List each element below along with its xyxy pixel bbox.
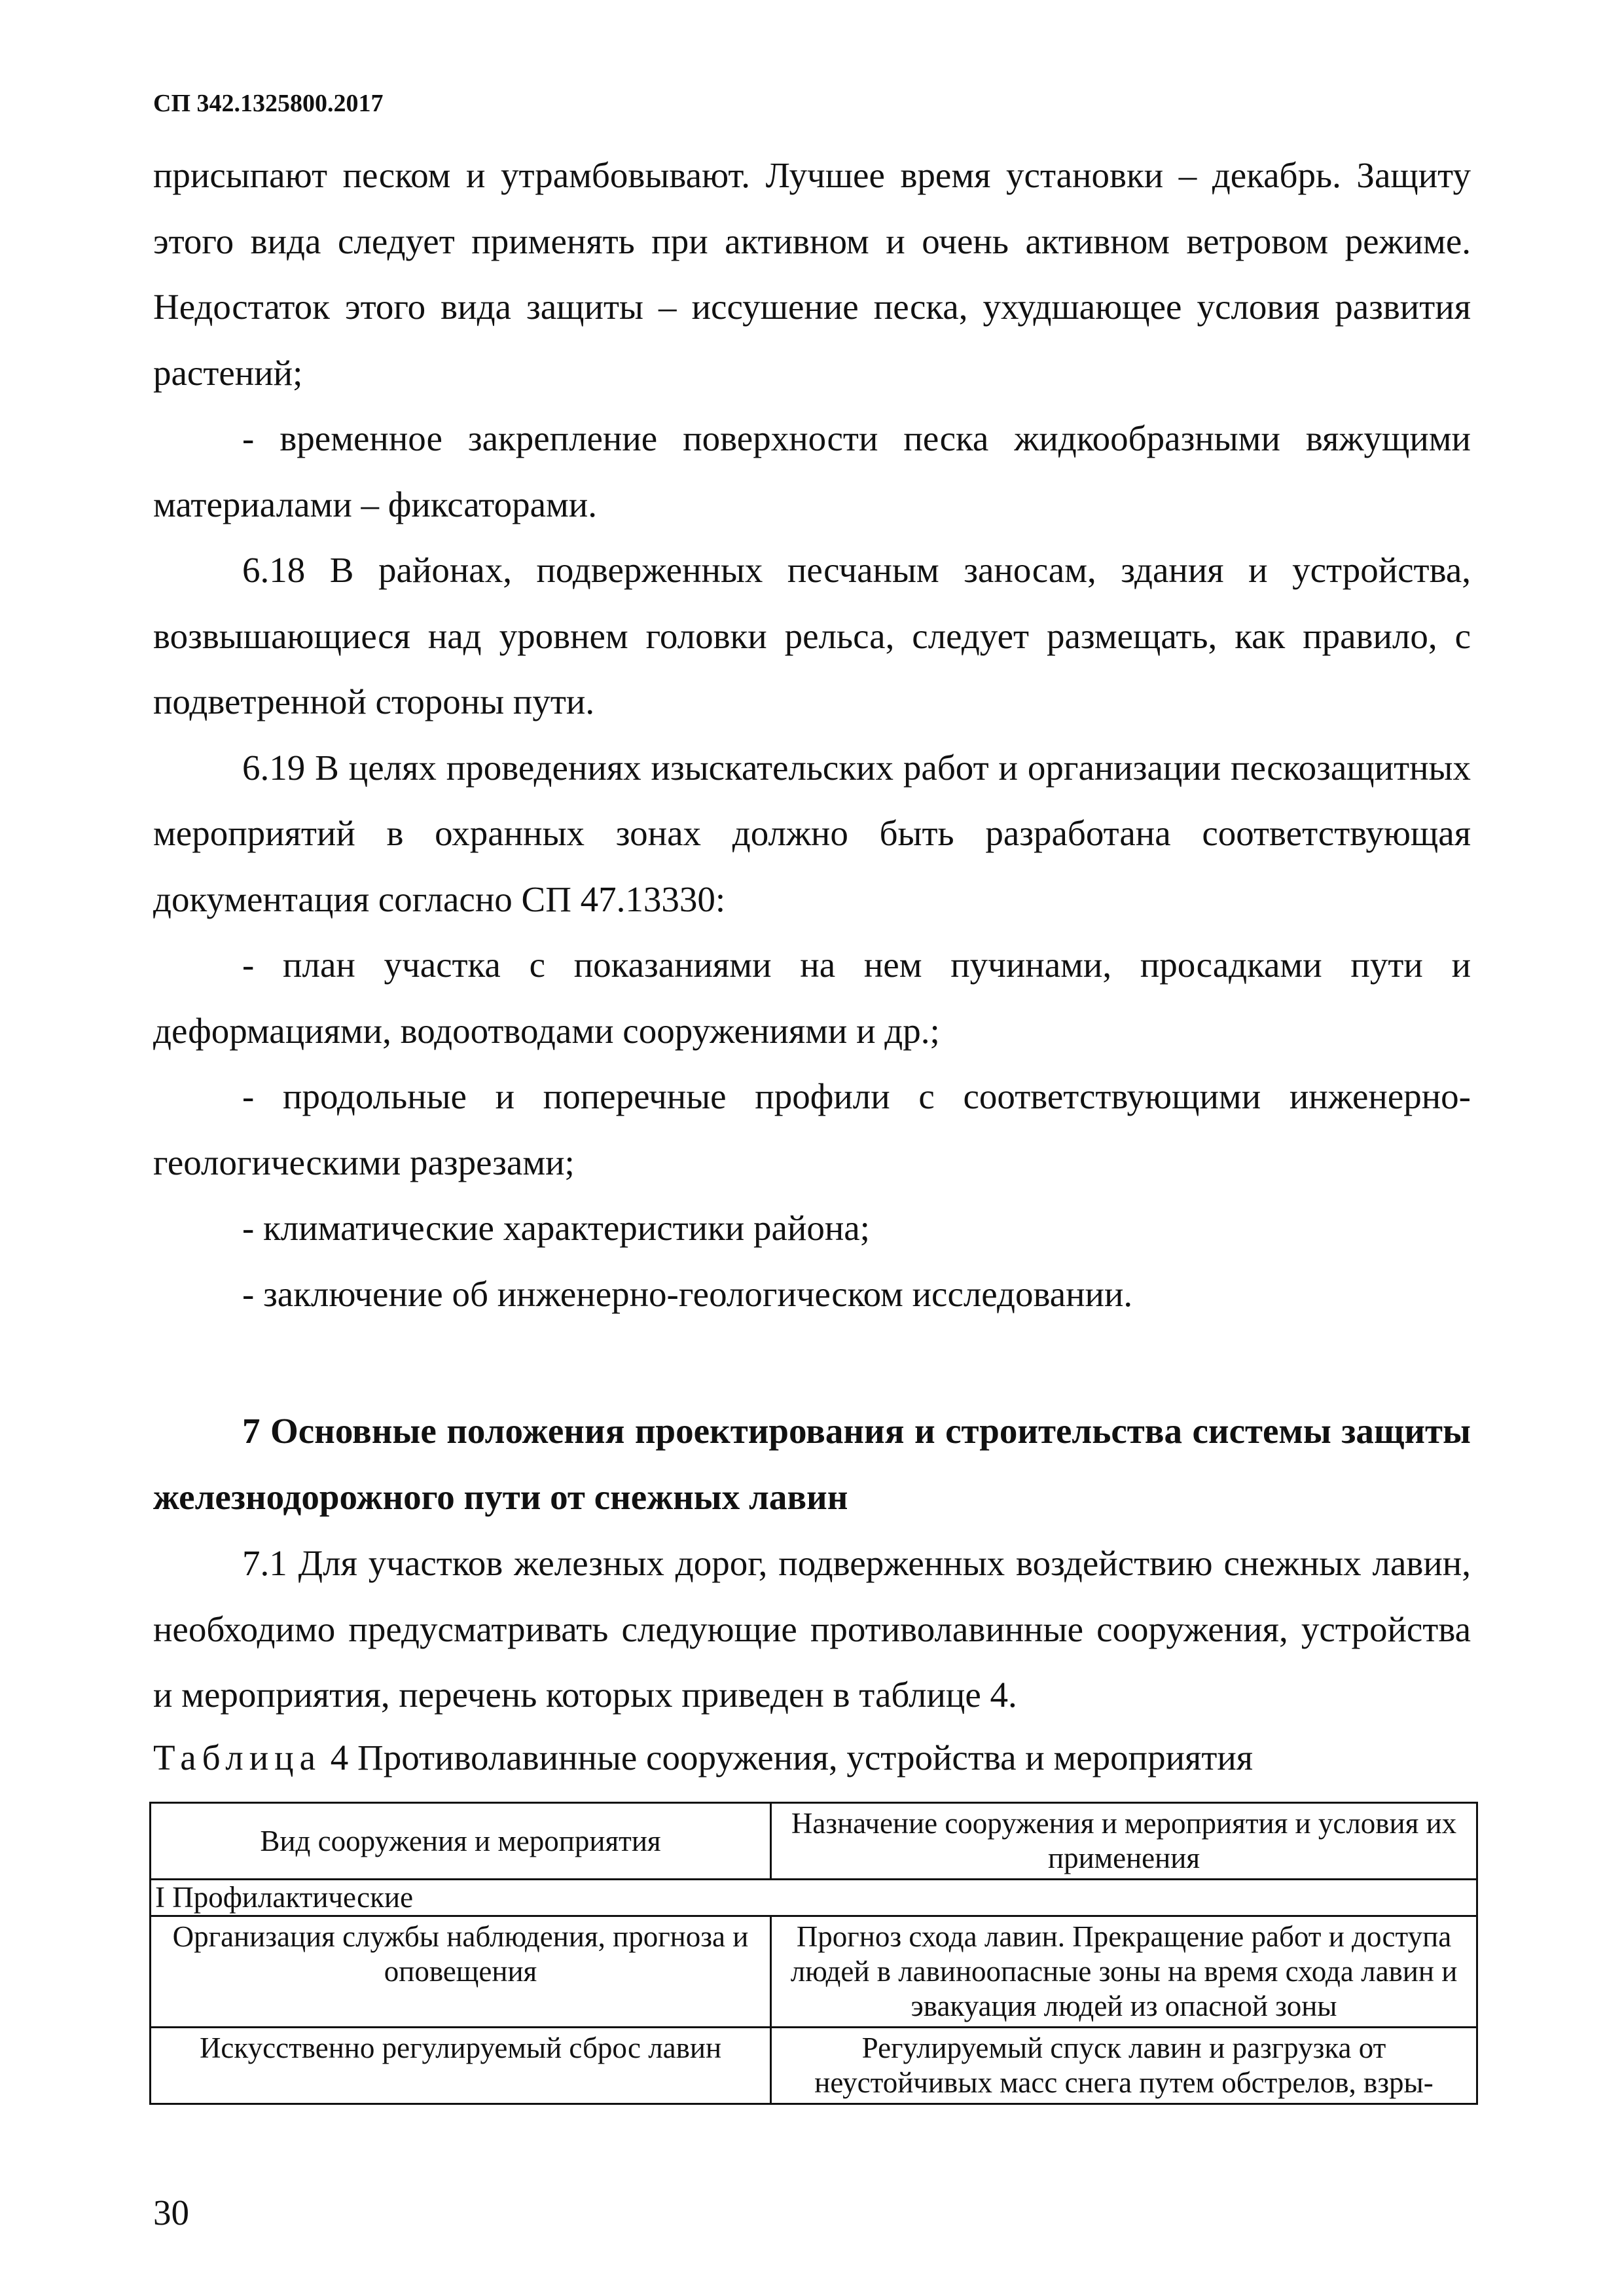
table-header-purpose: Назначение сооружения и мероприятия и условия их применения	[771, 1803, 1477, 1880]
list-item-climate: - климатические характеристики района;	[242, 1208, 870, 1248]
table-row	[151, 1916, 1477, 2028]
table-cell-type: Искусственно регулируемый сброс лавин	[151, 2028, 771, 2104]
table-caption-text: 4 Противолавинные сооружения, устройства и мероприятия	[321, 1738, 1254, 1777]
table-caption-label: Таблица	[153, 1738, 321, 1777]
table-section-label: I Профилактические	[151, 1880, 1477, 1916]
list-item-conclusion: - заключение об инженерно-геологическом исследовании.	[242, 1273, 1133, 1314]
table-section-row	[151, 1880, 1477, 1916]
section-7-heading: 7 Основные положения проектирования и строительства системы защиты железнодорожного пути от снежных лавин	[153, 1411, 1471, 1517]
clause-6-19: 6.19 В целях проведениях изыскательских работ и организации пескозащитных мероприятий в охранных зонах должно быть разработана соответствующая документация согласно СП 47.13330:	[153, 747, 1471, 919]
clause-7-1: 7.1 Для участков железных дорог, подверженных воздействию снежных лавин, необходимо предусматривать следующие противолавинные сооружения, устройства и мероприятия, перечень которых приведен в таблице 4.	[153, 1543, 1471, 1715]
list-item-site-plan: - план участка с показаниями на нем пучинами, просадками пути и деформациями, водоотводами сооружениями и др.;	[153, 945, 1471, 1051]
paragraph-continued: присыпают песком и утрамбовывают. Лучшее время установки – декабрь. Защиту этого вида следует применять при активном и очень активном ветровом режиме. Недостаток этого вида защиты – иссушение песка, ухудшающее условия развития растений;	[153, 155, 1471, 393]
clause-6-18: 6.18 В районах, подверженных песчаным заносам, здания и устройства, возвышающиеся над уровнем головки рельса, следует размещать, как правило, с подветренной стороны пути.	[153, 550, 1471, 721]
list-item-profiles: - продольные и поперечные профили с соответствующими инженерно-геологическими разрезами;	[153, 1076, 1471, 1182]
table-header-row	[151, 1803, 1477, 1880]
table-cell-purpose: Прогноз схода лавин. Прекращение работ и доступа людей в лавиноопасные зоны на время схода лавин и эвакуация людей из опасной зоны	[771, 1916, 1477, 2028]
avalanche-measures-table	[149, 1802, 1478, 2105]
table-header-type: Вид сооружения и мероприятия	[151, 1803, 771, 1880]
table-cell-purpose: Регулируемый спуск лавин и разгрузка от неустойчивых масс снега путем обстрелов, взры-	[771, 2028, 1477, 2104]
table-caption	[153, 1735, 1471, 1781]
list-item-fixators: - временное закрепление поверхности песка жидкообразными вяжущими материалами – фиксаторами.	[153, 418, 1471, 524]
table-cell-type: Организация службы наблюдения, прогноза и оповещения	[151, 1916, 771, 2028]
page-number: 30	[153, 2193, 189, 2232]
table-row	[151, 2028, 1477, 2104]
document-code: СП 342.1325800.2017	[153, 90, 384, 117]
body-text	[153, 143, 1471, 1327]
